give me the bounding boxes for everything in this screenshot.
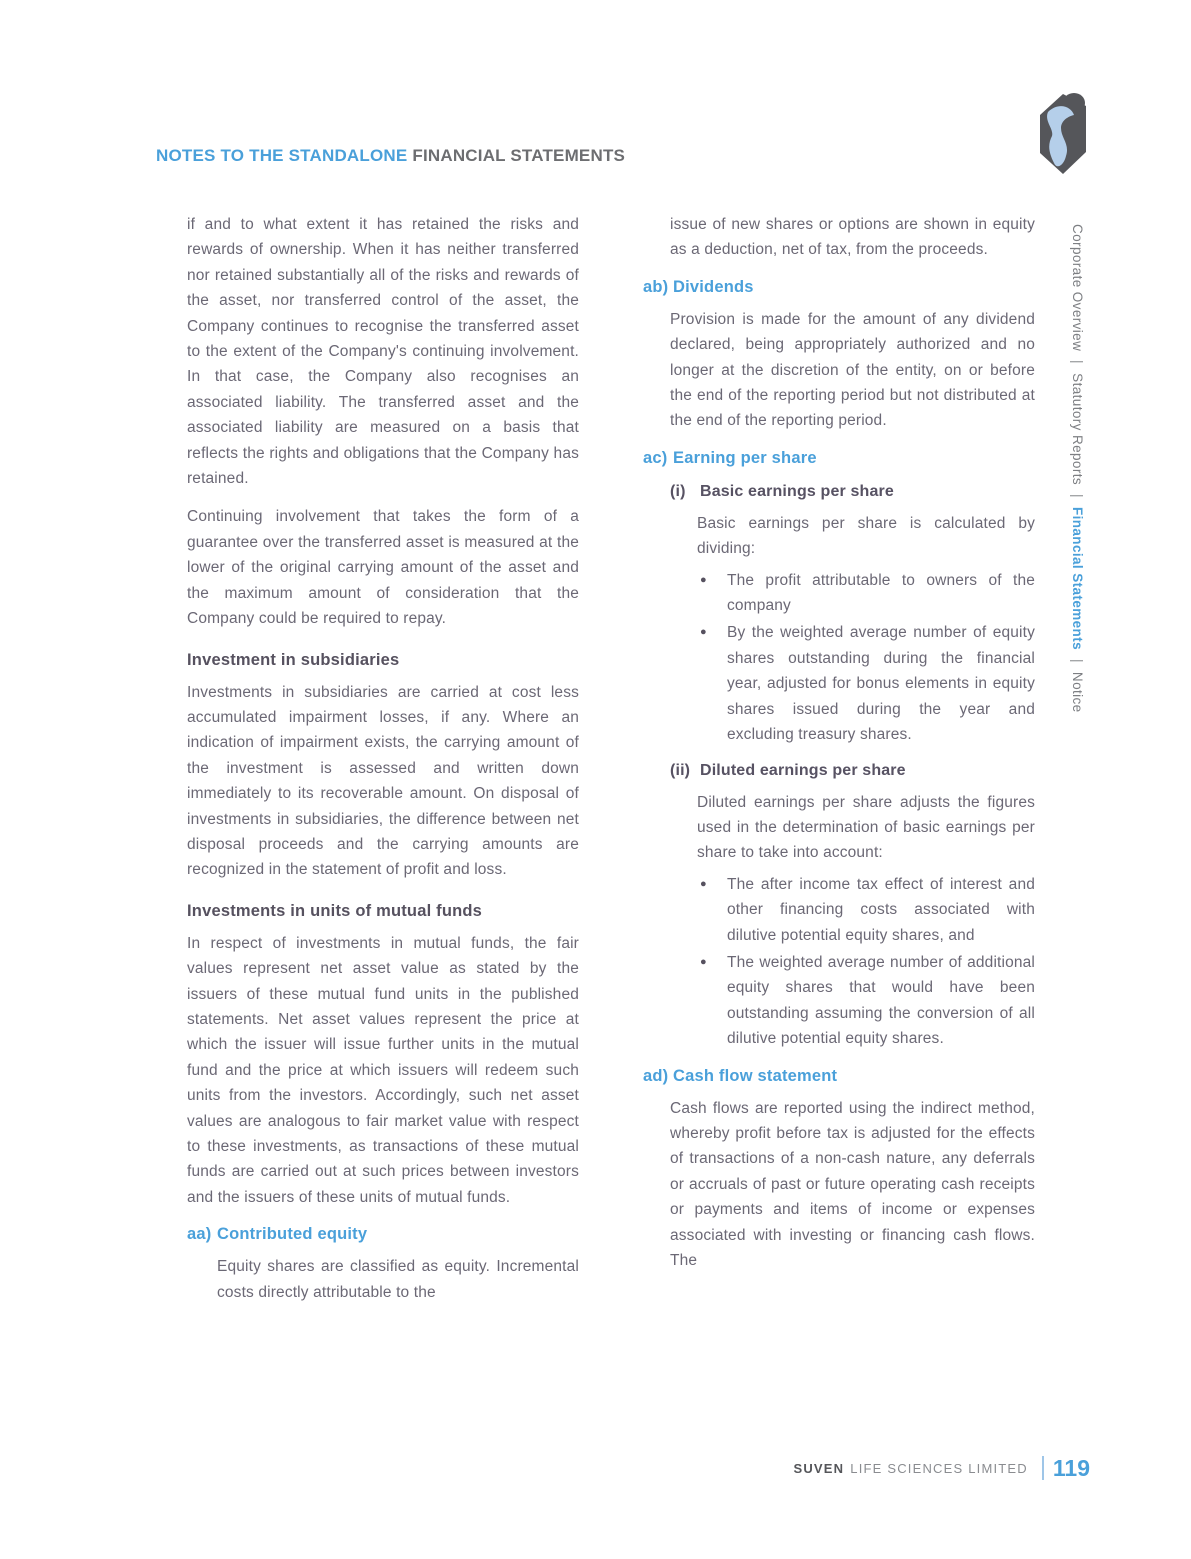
section-tab-rail	[1070, 224, 1085, 784]
sub-section-title: Basic earnings per share	[700, 482, 894, 500]
sub-section-label: (ii)	[670, 761, 691, 779]
paragraph: issue of new shares or options are shown in equity as a deduction, net of tax, from the proceeds.	[670, 216, 1035, 259]
bullet-icon: ●	[700, 877, 707, 890]
section-label-title: Earning per share	[673, 448, 817, 467]
section-label-title: Dividends	[673, 277, 754, 296]
tab-corporate-overview: Corporate Overview	[1070, 224, 1085, 352]
paragraph: Basic earnings per share is calculated by dividing:	[697, 514, 1035, 558]
paragraph: Diluted earnings per share adjusts the figures used in the determination of basic earnings per share to take into account:	[697, 793, 1035, 862]
section-heading: Investments in units of mutual funds	[187, 901, 483, 920]
bullet-text: The profit attributable to owners of the company	[727, 571, 1035, 615]
bullet-item	[700, 872, 1035, 948]
bullet-text: By the weighted average number of equity shares outstanding during the financial year, adjusted for bonus elements in equity shares issued during the year and excluding treasury shares.	[727, 624, 1035, 744]
bullet-text: The weighted average number of additional equity shares that would have been outstanding assuming the conversion of all dilutive potential equity shares.	[727, 953, 1035, 1048]
page-number: 119	[1052, 1455, 1090, 1481]
bullet-icon: ●	[700, 955, 707, 968]
section-label: ad)	[643, 1066, 669, 1085]
section-heading: Investment in subsidiaries	[187, 650, 400, 669]
section-label-heading	[643, 276, 1035, 298]
section-label: ac)	[643, 448, 668, 467]
right-column	[643, 212, 1035, 1286]
footer-company-suffix: LIFE SCIENCES LIMITED	[850, 1460, 1028, 1476]
page-footer	[793, 1456, 1090, 1480]
section-label-heading	[643, 447, 1035, 469]
paragraph: Investments in subsidiaries are carried at cost less accumulated impairment losses, if any. Where an indication of impairment exists, the carrying amount of the investment is assessed and written down immediately to its recoverable amount. On disposal of investments in subsidiaries, the difference between net disposal proceeds and the carrying amounts are recognized in the statement of profit and loss.	[187, 683, 579, 879]
section-label-heading	[187, 1223, 579, 1245]
sub-section-heading	[670, 760, 1035, 782]
section-label: aa)	[187, 1225, 212, 1244]
tab-separator: |	[1070, 494, 1085, 498]
paragraph: Equity shares are classified as equity. Incremental costs directly attributable to the	[217, 1258, 579, 1301]
bullet-item	[700, 950, 1035, 1052]
section-label: ab)	[643, 277, 669, 296]
bullet-item	[700, 620, 1035, 747]
bullet-item	[700, 568, 1035, 619]
page-title-accent: NOTES TO THE STANDALONE	[156, 146, 413, 165]
bullet-text: The after income tax effect of interest and other financing costs associated with dilutive potential equity shares, and	[727, 875, 1035, 944]
tab-statutory-reports: Statutory Reports	[1070, 373, 1085, 486]
tab-separator: |	[1070, 360, 1085, 365]
tab-financial-statements: Financial Statements	[1070, 506, 1085, 650]
footer-company-name: SUVEN	[793, 1460, 845, 1476]
sub-section-title: Diluted earnings per share	[700, 761, 906, 779]
page-title-rest: FINANCIAL STATEMENTS	[412, 146, 626, 165]
paragraph: Continuing involvement that takes the form of a guarantee over the transferred asset is measured at the lower of the original carrying amount of the asset and the maximum amount of consideration that the Company could be required to repay.	[187, 508, 579, 628]
company-logo-icon	[1033, 92, 1093, 176]
sub-section-heading	[670, 481, 1035, 503]
paragraph: if and to what extent it has retained the risks and rewards of ownership. When it has neither transferred nor retained substantially all of the risks and rewards of the asset, nor transferred control of the asset, the Company continues to recognise the transferred asset to the extent of the Company's continuing involvement. In that case, the Company also recognises an associated liability. The transferred asset and the associated liability are measured on a basis that reflects the rights and obligations that the Company has retained.	[187, 216, 579, 488]
paragraph: Cash flows are reported using the indirect method, whereby profit before tax is adjusted for the effects of transactions of a non-cash nature, any deferrals or accruals of past or future operating cash receipts or payments and items of income or expenses associated with investing or financing cash flows. The	[670, 1099, 1035, 1269]
bullet-icon: ●	[700, 573, 707, 586]
tab-notice: Notice	[1070, 671, 1085, 713]
section-label-title: Cash flow statement	[673, 1066, 838, 1085]
left-column	[187, 212, 579, 1318]
footer-divider	[1042, 1456, 1044, 1480]
section-label-title: Contributed equity	[217, 1225, 368, 1244]
section-label-heading	[643, 1065, 1035, 1087]
paragraph: In respect of investments in mutual funds, the fair values represent net asset value as stated by the issuers of these mutual fund units in the published statements. Net asset values represent the price at which the issuer will issue further units in the mutual fund and the price at which issuers will redeem such units from the investors. Accordingly, such net asset values are analogous to fair market value with respect to these investments, as transactions of these mutual funds are carried out at such prices between investors and the issuers of these units of mutual funds.	[187, 934, 579, 1206]
tab-separator: |	[1070, 659, 1085, 663]
sub-section-label: (i)	[670, 482, 686, 500]
paragraph: Provision is made for the amount of any dividend declared, being appropriately authorized and no longer at the discretion of the entity, on or before the end of the reporting period but not distributed at the end of the reporting period.	[670, 310, 1035, 430]
bullet-icon: ●	[700, 626, 707, 639]
page-title	[156, 146, 625, 166]
